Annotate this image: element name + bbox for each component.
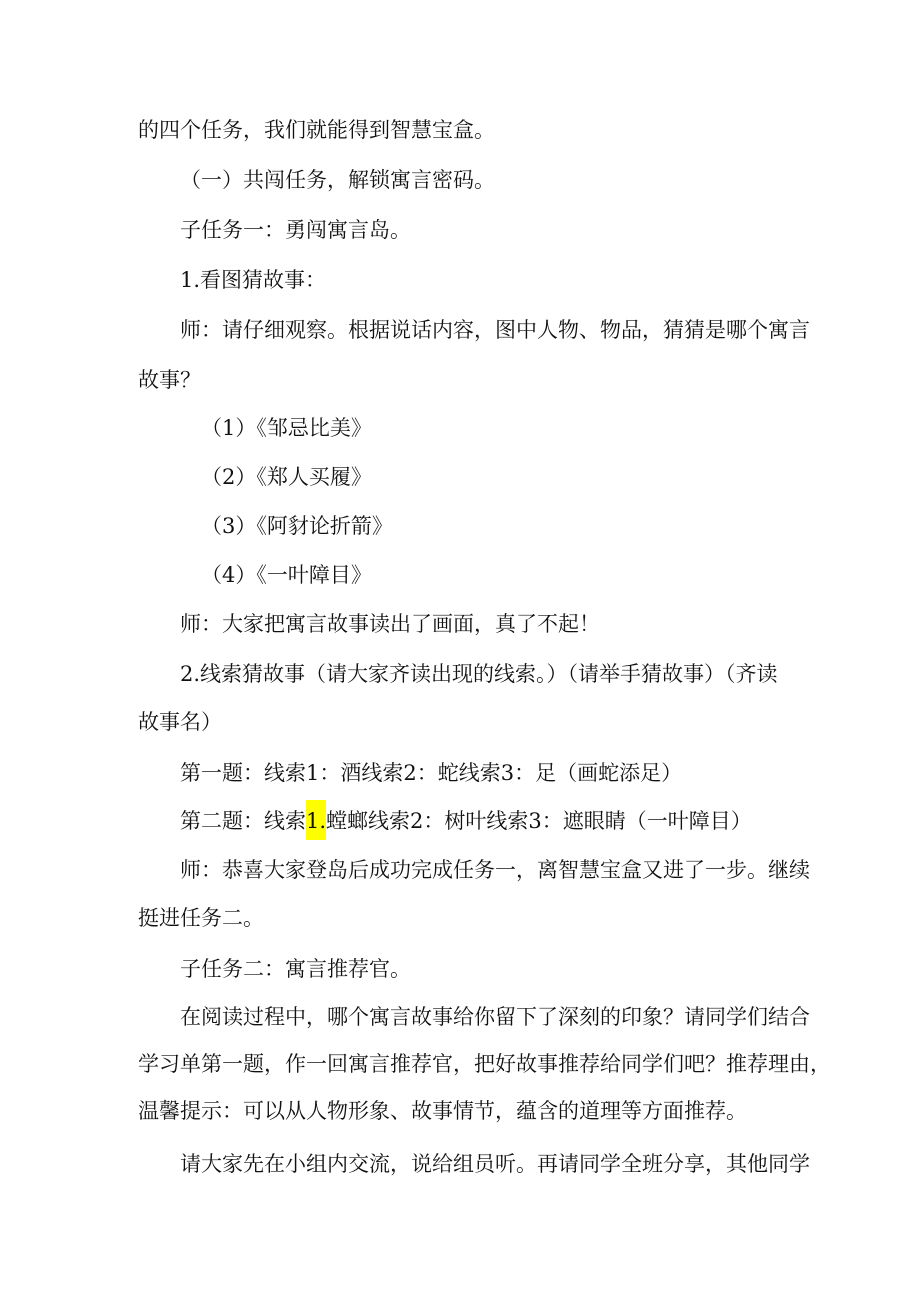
question-line — [180, 807, 752, 835]
step-heading: 1.看图猜故事： — [180, 268, 327, 292]
paragraph-line: 学习单第一题，作一回寓言推荐官，把好故事推荐给同学们吧？推荐理由， — [138, 1052, 831, 1076]
step-heading: 2.线索猜故事（请大家齐读出现的线索。）（请举手猜故事）（齐读 — [180, 662, 778, 686]
paragraph-line: 的四个任务，我们就能得到智慧宝盒。 — [138, 118, 495, 142]
section-heading: （一）共闯任务，解锁寓言密码。 — [180, 168, 495, 192]
paragraph-line: 师：恭喜大家登岛后成功完成任务一，离智慧宝盒又进了一步。继续 — [180, 858, 810, 882]
list-item: （2）《郑人买履》 — [201, 465, 372, 489]
highlighted-text: 1. — [306, 800, 326, 840]
paragraph-line: 师：请仔细观察。根据说话内容，图中人物、物品，猜猜是哪个寓言 — [180, 318, 810, 342]
paragraph-line: 温馨提示：可以从人物形象、故事情节，蕴含的道理等方面推荐。 — [138, 1099, 747, 1123]
paragraph-line: 挺进任务二。 — [138, 906, 264, 930]
list-item: （1）《邹忌比美》 — [201, 416, 372, 440]
question-line: 第一题：线索1：酒线索2：蛇线索3：足（画蛇添足） — [180, 761, 683, 785]
paragraph-line: 师：大家把寓言故事读出了画面，真了不起！ — [180, 612, 600, 636]
list-item: （4）《一叶障目》 — [201, 563, 372, 587]
question-text: 螳螂线索2：树叶线索3：遮眼睛（一叶障目） — [326, 809, 752, 833]
subtask-heading: 子任务一：勇闯寓言岛。 — [180, 218, 411, 242]
paragraph-line: 故事名） — [138, 710, 222, 734]
list-item: （3）《阿豺论折箭》 — [201, 514, 393, 538]
paragraph-line: 请大家先在小组内交流，说给组员听。再请同学全班分享，其他同学 — [180, 1152, 810, 1176]
question-text: 第二题：线索 — [180, 809, 306, 833]
subtask-heading: 子任务二：寓言推荐官。 — [180, 957, 411, 981]
paragraph-line: 故事？ — [138, 368, 201, 392]
paragraph-line: 在阅读过程中，哪个寓言故事给你留下了深刻的印象？请同学们结合 — [180, 1005, 810, 1029]
